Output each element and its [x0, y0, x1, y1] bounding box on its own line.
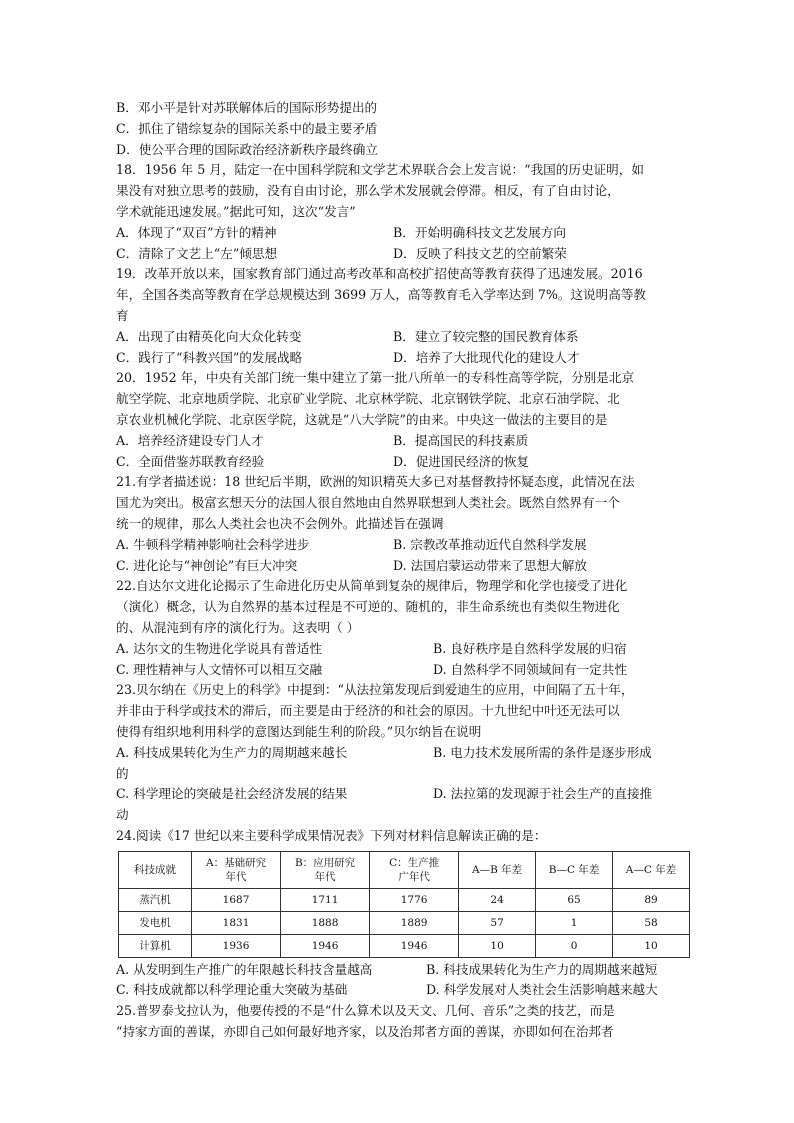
- question-25: [116, 1001, 690, 1043]
- header-cell: 科技成就: [119, 851, 192, 888]
- question-stem: 24.阅读《17 世纪以来主要科学成果情况表》下列对材料信息解读正确的是：: [116, 827, 547, 843]
- option-b-continued: 的: [116, 765, 129, 781]
- option-a: A．体现了“双百”方针的精神: [116, 224, 277, 240]
- option-a: A. 从发明到生产推广的年限越长科技含量越高: [116, 961, 373, 977]
- options-row: [116, 743, 690, 764]
- header-cell: B—C 年差: [536, 851, 613, 888]
- question-stem: 学术就能迅速发展。”据此可知，这次“发言”: [116, 203, 356, 219]
- question-stem: 18．1956 年 5 月，陆定一在中国科学院和文学艺术界联合会上发言说：“我国的历史证明，如: [116, 162, 644, 178]
- option-c: C．清除了文艺上“左”倾思想: [116, 245, 278, 261]
- option-b: B．邓小平是针对苏联解体后的国际形势提出的: [116, 100, 378, 115]
- option-b: B．提高国民的科技素质: [393, 432, 529, 448]
- question-stem: 21.有学者描述说：18 世纪后半期，欧洲的知识精英大多已对基督教持怀疑态度，此情况在法: [116, 474, 635, 490]
- option-c: C．抓住了错综复杂的国际关系中的最主要矛盾: [116, 120, 378, 136]
- option-d: D．培养了大批现代化的建设人才: [393, 349, 580, 365]
- table-cell: 24: [459, 888, 536, 911]
- option-a: A. 牛顿科学精神影响社会科学进步: [116, 536, 310, 552]
- question-23: [116, 680, 690, 826]
- table-row: [119, 888, 690, 911]
- question-stem: 23.贝尔纳在《历史上的科学》中提到：“从法拉第发现后到爱迪生的应用，中间隔了五十年，: [116, 682, 634, 698]
- table-cell: 10: [459, 934, 536, 957]
- table-cell: 0: [536, 934, 613, 957]
- table-row: [119, 911, 690, 934]
- option-c: C．践行了“科教兴国”的发展战略: [116, 349, 303, 365]
- options-row: [116, 327, 690, 348]
- question-stem: 25.普罗泰戈拉认为，他要传授的不是“什么算术以及天文、几何、音乐”之类的技艺，而是: [116, 1003, 615, 1019]
- options-row: [116, 960, 690, 981]
- options-row: [116, 348, 690, 369]
- table-cell: 65: [536, 888, 613, 911]
- option-b: B. 电力技术发展所需的条件是逐步形成: [433, 744, 652, 760]
- table-cell: 58: [613, 911, 690, 934]
- exam-page: [116, 98, 690, 1043]
- question-stem: 19．改革开放以来，国家教育部门通过高考改革和高校扩招使高等教育获得了迅速发展。2016: [116, 266, 643, 282]
- option-b: B. 良好秩序是自然科学发展的归宿: [433, 640, 627, 656]
- table-cell: 1: [536, 911, 613, 934]
- option-a: A．出现了由精英化向大众化转变: [116, 328, 302, 344]
- table-row: [119, 934, 690, 957]
- question-stem: 国尤为突出。极富玄想天分的法国人很自然地由自然界联想到人类社会。既然自然界有一个: [116, 495, 620, 511]
- option-d: D．促进国民经济的恢复: [393, 453, 530, 469]
- option-d: D. 科学发展对人类社会生活影响越来越大: [426, 982, 658, 998]
- table-cell: 1946: [370, 934, 459, 957]
- table-cell: 发电机: [119, 911, 192, 934]
- question-stem: 年，全国各类高等教育在学总规模达到 3699 万人，高等教育毛入学率达到 7%。这说明高等教: [116, 287, 647, 303]
- header-cell: B：应用研究 年代: [281, 851, 370, 888]
- header-cell: A—C 年差: [613, 851, 690, 888]
- option-a: A. 科技成果转化为生产力的周期越来越长: [116, 744, 348, 760]
- table-cell: 57: [459, 911, 536, 934]
- option-a: A．培养经济建设专门人才: [116, 432, 264, 448]
- header-cell: C：生产推 广年代: [370, 851, 459, 888]
- question-19: [116, 264, 690, 368]
- table-cell: 1711: [281, 888, 370, 911]
- table-cell: 1936: [192, 934, 281, 957]
- table-cell: 10: [613, 934, 690, 957]
- question-stem: 22.自达尔文进化论揭示了生命进化历史从简单到复杂的规律后，物理学和化学也接受了进化: [116, 578, 628, 594]
- option-d-continued: 动: [116, 807, 129, 823]
- question-stem: 育: [116, 307, 129, 323]
- option-d: D．反映了科技文艺的空前繁荣: [393, 245, 567, 261]
- table-cell: 蒸汽机: [119, 888, 192, 911]
- header-cell: A：基础研究 年代: [192, 851, 281, 888]
- option-c: C. 科技成就都以科学理论重大突破为基础: [116, 982, 348, 998]
- option-d: D. 法拉第的发现源于社会生产的直接推: [433, 786, 653, 802]
- options-row: [116, 431, 690, 452]
- options-row: [116, 556, 690, 577]
- option-c: C. 理性精神与人文情怀可以相互交融: [116, 661, 323, 677]
- options-row: [116, 535, 690, 556]
- question-stem: 果没有对独立思考的鼓励，没有自由讨论，那么学术发展就会停滞。相反，有了自由讨论，: [116, 183, 620, 199]
- table-cell: 1889: [370, 911, 459, 934]
- option-b: B．开始明确科技文艺发展方向: [393, 224, 566, 240]
- option-b: B．建立了较完整的国民教育体系: [393, 328, 579, 344]
- question-stem: （演化）概念，认为自然界的基本过程是不可逆的、随机的，非生命系统也有类似生物进化: [116, 599, 620, 615]
- question-stem: “持家方面的善谋，亦即自己如何最好地齐家，以及治邦者方面的善谋，亦即如何在治邦者: [116, 1024, 614, 1040]
- options-row: [116, 660, 690, 681]
- table-cell: 89: [613, 888, 690, 911]
- table-cell: 1776: [370, 888, 459, 911]
- options-row: [116, 223, 690, 244]
- table-header-row: [119, 851, 690, 888]
- options-row: [116, 639, 690, 660]
- question-stem: 20．1952 年，中央有关部门统一集中建立了第一批八所单一的专科性高等学院，分别是北京: [116, 370, 635, 386]
- question-stem: 并非由于科学或技术的滞后，而主要是由于经济的和社会的原因。十九世纪中叶还无法可以: [116, 703, 620, 719]
- option-c: C. 进化论与“神创论”有巨大冲突: [116, 557, 298, 573]
- question-21: [116, 472, 690, 576]
- option-d: D．使公平合理的国际政治经济新秩序最终确立: [116, 141, 378, 157]
- question-18: [116, 160, 690, 264]
- question-stem: 京农业机械化学院、北京医学院，这就是“八大学院”的由来。中央这一做法的主要目的是: [116, 411, 608, 427]
- option-d: D. 自然科学不同领域间有一定共性: [433, 661, 627, 677]
- option-b: B. 宗教改革推动近代自然科学发展: [393, 536, 587, 552]
- question-stem: 使得有组织地利用科学的意图达到能生利的阶段。”贝尔纳旨在说明: [116, 723, 482, 739]
- option-c: C. 科学理论的突破是社会经济发展的结果: [116, 786, 348, 802]
- table-cell: 1888: [281, 911, 370, 934]
- table-cell: 1946: [281, 934, 370, 957]
- question-22: [116, 576, 690, 680]
- option-c: C．全面借鉴苏联教育经验: [116, 453, 265, 469]
- options-row: [116, 980, 690, 1001]
- question-stem: 的、从混沌到有序的演化行为。这表明（ ）: [116, 619, 360, 635]
- table-cell: 1831: [192, 911, 281, 934]
- table-cell: 计算机: [119, 934, 192, 957]
- options-row: [116, 244, 690, 265]
- options-row: [116, 784, 690, 805]
- table-cell: 1687: [192, 888, 281, 911]
- science-achievement-table: [118, 851, 690, 958]
- option-b: B. 科技成果转化为生产力的周期越来越短: [426, 961, 658, 977]
- question-20: [116, 368, 690, 472]
- question-24: [116, 826, 690, 1001]
- header-cell: A—B 年差: [459, 851, 536, 888]
- option-d: D. 法国启蒙运动带来了思想大解放: [393, 557, 587, 573]
- question-stem: 统一的规律，那么人类社会也决不会例外。此描述旨在强调: [116, 515, 444, 531]
- option-a: A. 达尔文的生物进化学说具有普适性: [116, 640, 323, 656]
- question-stem: 航空学院、北京地质学院、北京矿业学院、北京林学院、北京钢铁学院、北京石油学院、北: [116, 391, 620, 407]
- options-row: [116, 452, 690, 473]
